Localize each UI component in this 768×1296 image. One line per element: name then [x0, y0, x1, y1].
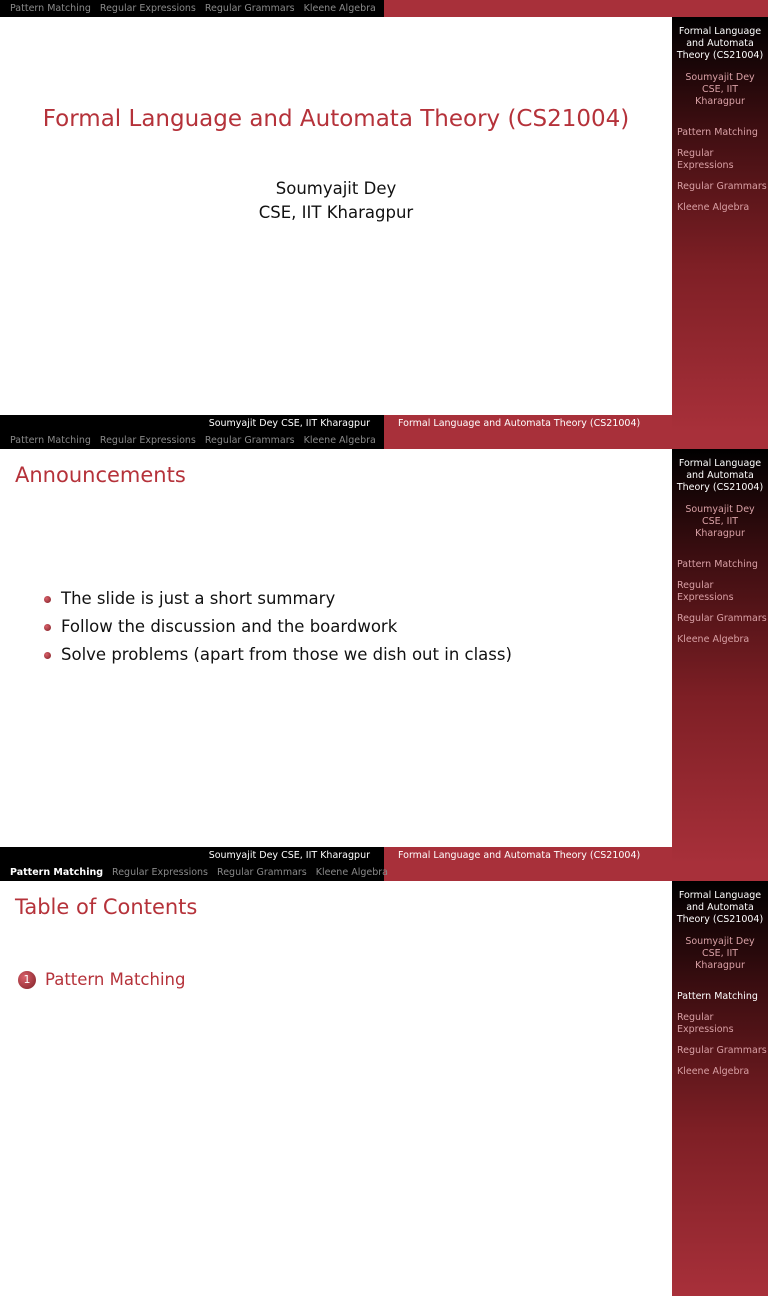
sidebar-item-pattern-matching[interactable]: Pattern Matching: [677, 559, 758, 570]
author-name: Soumyajit Dey: [275, 179, 397, 198]
nav-kleene-algebra[interactable]: Kleene Algebra: [303, 3, 376, 14]
presentation-title: Formal Language and Automata Theory (CS21004): [42, 106, 630, 132]
footer-title: Formal Language and Automata Theory (CS21004): [398, 418, 641, 429]
sidebar-title[interactable]: Formal Language and Automata Theory (CS21004): [676, 26, 764, 61]
sidebar-item-regular-expressions[interactable]: Regular Expressions: [677, 580, 734, 603]
sidebar: [672, 881, 768, 1296]
author-affiliation: CSE, IIT Kharagpur: [258, 203, 414, 222]
sidebar-author: Soumyajit Dey CSE, IIT Kharagpur: [685, 72, 755, 107]
nav-regular-grammars[interactable]: Regular Grammars: [204, 435, 295, 446]
sidebar-title[interactable]: Formal Language and Automata Theory (CS21004): [676, 890, 764, 925]
frame-title: Announcements: [15, 463, 186, 487]
nav-regular-grammars[interactable]: Regular Grammars: [217, 867, 307, 878]
sidebar-item-pattern-matching[interactable]: Pattern Matching: [677, 991, 758, 1002]
presentation-author: [0, 177, 672, 225]
footer-title: Formal Language and Automata Theory (CS21004): [398, 850, 641, 861]
sidebar-item-kleene-algebra[interactable]: Kleene Algebra: [677, 202, 750, 213]
list-item: The slide is just a short summary: [44, 585, 512, 613]
sidebar-item-regular-grammars[interactable]: Regular Grammars: [677, 1045, 767, 1056]
sidebar-item-kleene-algebra[interactable]: Kleene Algebra: [677, 634, 750, 645]
sidebar-item-pattern-matching[interactable]: Pattern Matching: [677, 127, 758, 138]
sidebar-item-regular-grammars[interactable]: Regular Grammars: [677, 181, 767, 192]
nav-pattern-matching[interactable]: Pattern Matching: [10, 867, 104, 878]
nav-regular-expressions[interactable]: Regular Expressions: [99, 3, 196, 14]
navbar: [0, 864, 768, 881]
sidebar-item-regular-expressions[interactable]: Regular Expressions: [677, 1012, 734, 1035]
navbar: [0, 432, 768, 449]
toc-item-pattern-matching[interactable]: [18, 970, 185, 989]
sidebar-item-regular-expressions[interactable]: Regular Expressions: [677, 148, 734, 171]
navbar: [0, 0, 768, 17]
footer-author: Soumyajit Dey CSE, IIT Kharagpur: [208, 418, 370, 429]
sidebar-author: Soumyajit Dey CSE, IIT Kharagpur: [685, 504, 755, 539]
slide-announcements: [0, 432, 768, 864]
nav-pattern-matching[interactable]: Pattern Matching: [10, 435, 91, 446]
slide-title: [0, 0, 768, 432]
frame-title: Table of Contents: [15, 895, 198, 919]
footer-author: Soumyajit Dey CSE, IIT Kharagpur: [208, 850, 370, 861]
footer: [0, 847, 672, 864]
list-item: Follow the discussion and the boardwork: [44, 613, 512, 641]
nav-kleene-algebra[interactable]: Kleene Algebra: [303, 435, 376, 446]
slide-table-of-contents: [0, 864, 768, 1077]
sidebar-title[interactable]: Formal Language and Automata Theory (CS21004): [676, 458, 764, 493]
nav-kleene-algebra[interactable]: Kleene Algebra: [315, 867, 388, 878]
nav-regular-expressions[interactable]: Regular Expressions: [99, 435, 196, 446]
toc-number-badge: 1: [18, 971, 36, 989]
footer: [0, 415, 672, 432]
sidebar: [672, 17, 768, 432]
sidebar-item-regular-grammars[interactable]: Regular Grammars: [677, 613, 767, 624]
list-item: Solve problems (apart from those we dish out in class): [44, 641, 512, 669]
nav-regular-grammars[interactable]: Regular Grammars: [204, 3, 295, 14]
nav-pattern-matching[interactable]: Pattern Matching: [10, 3, 91, 14]
sidebar: [672, 449, 768, 864]
nav-regular-expressions[interactable]: Regular Expressions: [112, 867, 209, 878]
sidebar-author: Soumyajit Dey CSE, IIT Kharagpur: [685, 936, 755, 971]
bullet-list: [44, 585, 512, 669]
sidebar-item-kleene-algebra[interactable]: Kleene Algebra: [677, 1066, 750, 1077]
toc-label: Pattern Matching: [45, 970, 186, 989]
